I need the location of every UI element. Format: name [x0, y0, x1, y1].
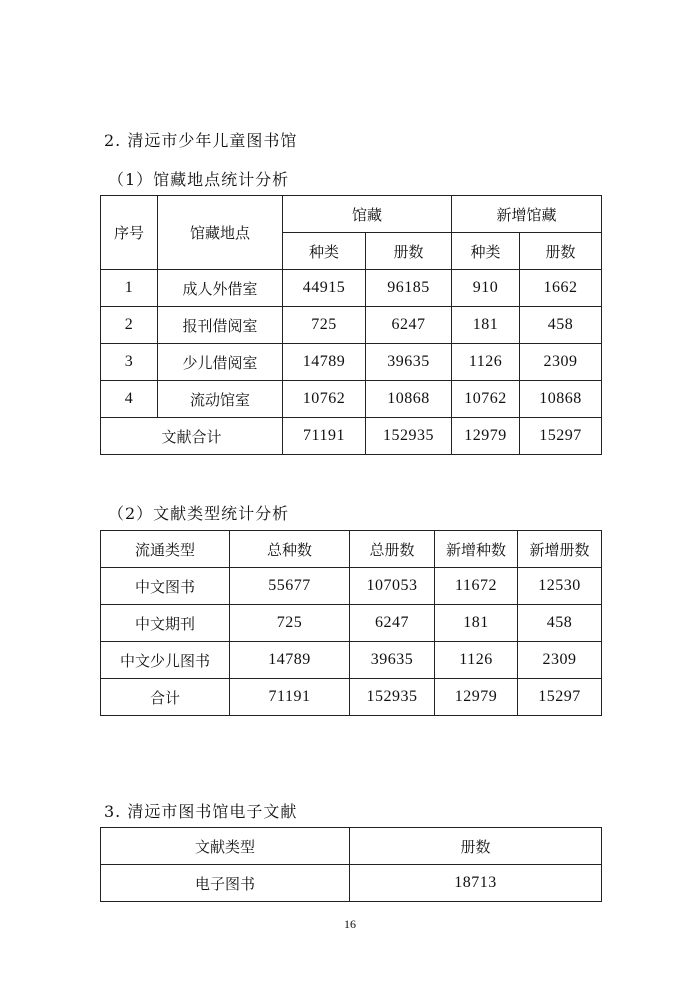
cell-total-volumes: 39635 — [350, 642, 435, 679]
cell-index: 4 — [101, 381, 158, 418]
table-row — [101, 381, 602, 418]
cell-new-volumes: 2309 — [520, 344, 602, 381]
cell-volumes: 6247 — [366, 307, 452, 344]
header-type: 流通类型 — [101, 531, 230, 568]
total-kinds: 71191 — [283, 418, 366, 455]
cell-total-volumes: 6247 — [350, 605, 435, 642]
subsection-2-title: （2）文献类型统计分析 — [108, 504, 290, 523]
header-new-volumes: 新增册数 — [518, 531, 602, 568]
header-new-holdings: 新增馆藏 — [452, 196, 602, 233]
cell-type: 中文少儿图书 — [101, 642, 230, 679]
cell-kinds: 10762 — [283, 381, 366, 418]
header-new-kinds: 新增种数 — [435, 531, 518, 568]
header-new-kinds: 种类 — [452, 233, 520, 270]
table-row — [101, 307, 602, 344]
cell-new-kinds: 1126 — [435, 642, 518, 679]
cell-volumes: 18713 — [350, 865, 602, 902]
table-row — [101, 344, 602, 381]
cell-new-volumes: 2309 — [518, 642, 602, 679]
cell-total-volumes: 107053 — [350, 568, 435, 605]
header-new-volumes: 册数 — [520, 233, 602, 270]
cell-new-volumes: 12530 — [518, 568, 602, 605]
header-total-volumes: 总册数 — [350, 531, 435, 568]
total-new-kinds: 12979 — [452, 418, 520, 455]
total-volumes: 152935 — [366, 418, 452, 455]
location-stats-table — [100, 195, 602, 455]
cell-volumes: 10868 — [366, 381, 452, 418]
type-stats-table — [100, 530, 602, 716]
cell-new-kinds: 1126 — [452, 344, 520, 381]
table-row — [101, 568, 602, 605]
table-total-row — [101, 679, 602, 716]
cell-volumes: 96185 — [366, 270, 452, 307]
total-label: 文献合计 — [101, 418, 283, 455]
cell-new-kinds: 181 — [435, 605, 518, 642]
header-location: 馆藏地点 — [158, 196, 283, 270]
table-row — [101, 270, 602, 307]
header-holdings: 馆藏 — [283, 196, 452, 233]
cell-total-kinds: 55677 — [230, 568, 350, 605]
total-new-volumes: 15297 — [520, 418, 602, 455]
cell-new-kinds: 910 — [452, 270, 520, 307]
header-index: 序号 — [101, 196, 158, 270]
cell-index: 3 — [101, 344, 158, 381]
cell-total-volumes: 152935 — [350, 679, 435, 716]
cell-total-kinds: 71191 — [230, 679, 350, 716]
cell-location: 流动馆室 — [158, 381, 283, 418]
cell-volumes: 39635 — [366, 344, 452, 381]
subsection-1-title: （1）馆藏地点统计分析 — [108, 170, 290, 189]
cell-type: 合计 — [101, 679, 230, 716]
cell-type: 中文期刊 — [101, 605, 230, 642]
page-number: 16 — [344, 917, 356, 931]
section-3-title: 3. 清远市图书馆电子文献 — [104, 802, 298, 821]
section-2-title: 2. 清远市少年儿童图书馆 — [104, 131, 298, 150]
cell-type: 中文图书 — [101, 568, 230, 605]
table-row — [101, 865, 602, 902]
table-total-row — [101, 418, 602, 455]
cell-index: 2 — [101, 307, 158, 344]
cell-new-volumes: 10868 — [520, 381, 602, 418]
cell-new-kinds: 11672 — [435, 568, 518, 605]
cell-total-kinds: 14789 — [230, 642, 350, 679]
cell-location: 成人外借室 — [158, 270, 283, 307]
cell-kinds: 14789 — [283, 344, 366, 381]
table-row — [101, 605, 602, 642]
cell-new-kinds: 12979 — [435, 679, 518, 716]
cell-new-volumes: 458 — [518, 605, 602, 642]
cell-new-volumes: 15297 — [518, 679, 602, 716]
header-doc-type: 文献类型 — [101, 828, 350, 865]
cell-new-volumes: 1662 — [520, 270, 602, 307]
cell-location: 少儿借阅室 — [158, 344, 283, 381]
cell-kinds: 44915 — [283, 270, 366, 307]
cell-new-kinds: 181 — [452, 307, 520, 344]
cell-doc-type: 电子图书 — [101, 865, 350, 902]
header-volumes: 册数 — [350, 828, 602, 865]
cell-location: 报刊借阅室 — [158, 307, 283, 344]
cell-total-kinds: 725 — [230, 605, 350, 642]
cell-new-volumes: 458 — [520, 307, 602, 344]
table-row — [101, 642, 602, 679]
header-volumes: 册数 — [366, 233, 452, 270]
electronic-docs-table — [100, 827, 602, 902]
cell-index: 1 — [101, 270, 158, 307]
cell-new-kinds: 10762 — [452, 381, 520, 418]
cell-kinds: 725 — [283, 307, 366, 344]
header-total-kinds: 总种数 — [230, 531, 350, 568]
header-kinds: 种类 — [283, 233, 366, 270]
